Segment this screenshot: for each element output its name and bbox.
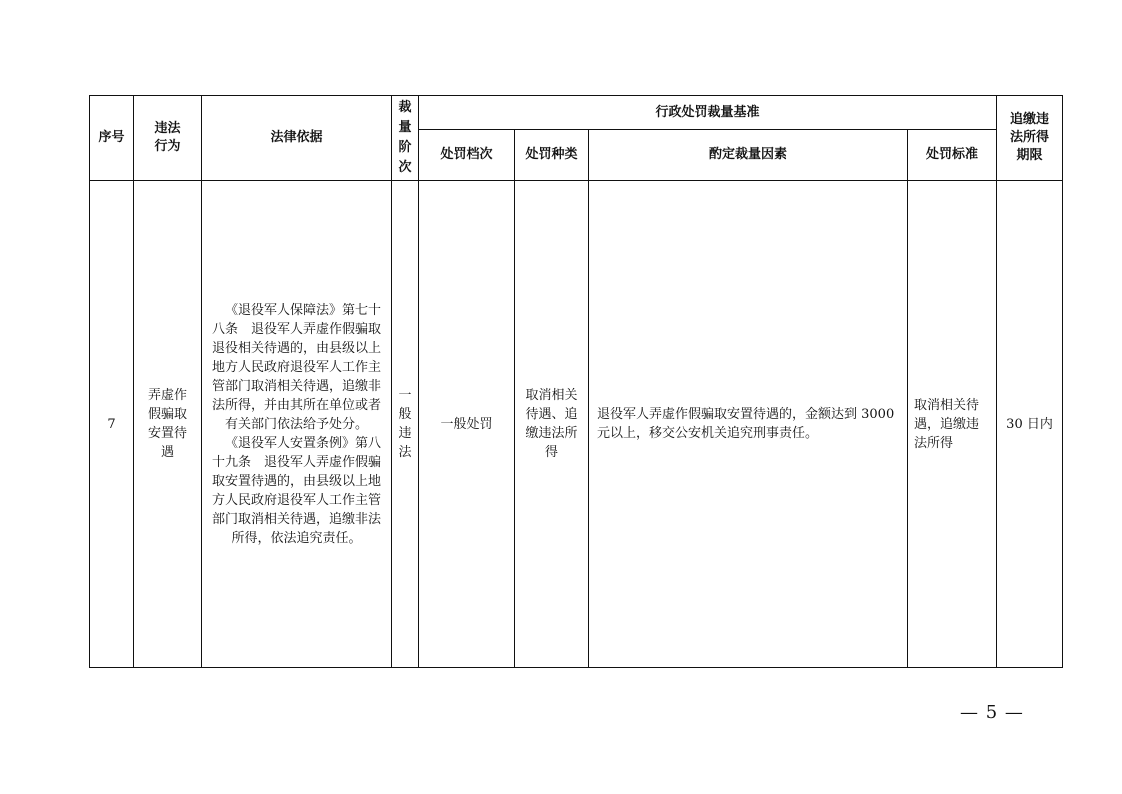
header-standard-group: 行政处罚裁量基准	[419, 96, 997, 130]
cell-index: 7	[90, 181, 134, 668]
cell-violation: 弄虚作 假骗取 安置待 遇	[134, 181, 202, 668]
header-level: 裁 量 阶 次	[392, 96, 419, 181]
header-violation: 违法 行为	[134, 96, 202, 181]
cell-penalty-standard: 取消相关待遇，追缴违法所得	[908, 181, 997, 668]
cell-legal-basis	[202, 181, 392, 668]
cell-recovery-period: 30 日内	[997, 181, 1063, 668]
cell-level: 一 般 违 法	[392, 181, 419, 668]
table-header-row	[90, 96, 1063, 130]
table-row	[90, 181, 1063, 668]
page-number: — 5 —	[960, 702, 1024, 723]
header-recovery-period: 追缴违 法所得 期限	[997, 96, 1063, 181]
cell-penalty-grade: 一般处罚	[419, 181, 515, 668]
header-discretion-factors: 酌定裁量因素	[589, 130, 908, 181]
cell-discretion-factors: 退役军人弄虚作假骗取安置待遇的，金额达到 3000 元以上，移交公安机关追究刑事责任。	[589, 181, 908, 668]
header-penalty-type: 处罚种类	[515, 130, 589, 181]
legal-basis-paragraph: 《退役军人安置条例》第八十九条 退役军人弄虚作假骗取安置待遇的，由县级以上地方人民政府退役军人工作主管部门取消相关待遇，追缴非法所得，依法追究责任。	[211, 435, 381, 546]
header-penalty-standard: 处罚标准	[908, 130, 997, 181]
penalty-standard-table	[89, 95, 1063, 668]
header-index: 序号	[90, 96, 134, 181]
cell-penalty-type: 取消相关 待遇、追 缴违法所 得	[515, 181, 589, 668]
legal-basis-paragraph: 《退役军人保障法》第七十八条 退役军人弄虚作假骗取退役相关待遇的，由县级以上地方人民政府退役军人工作主管部门取消相关待遇，追缴非法所得，并由其所在单位或者有关部门依法给予处分。	[211, 302, 381, 432]
header-penalty-grade: 处罚档次	[419, 130, 515, 181]
header-legal-basis: 法律依据	[202, 96, 392, 181]
